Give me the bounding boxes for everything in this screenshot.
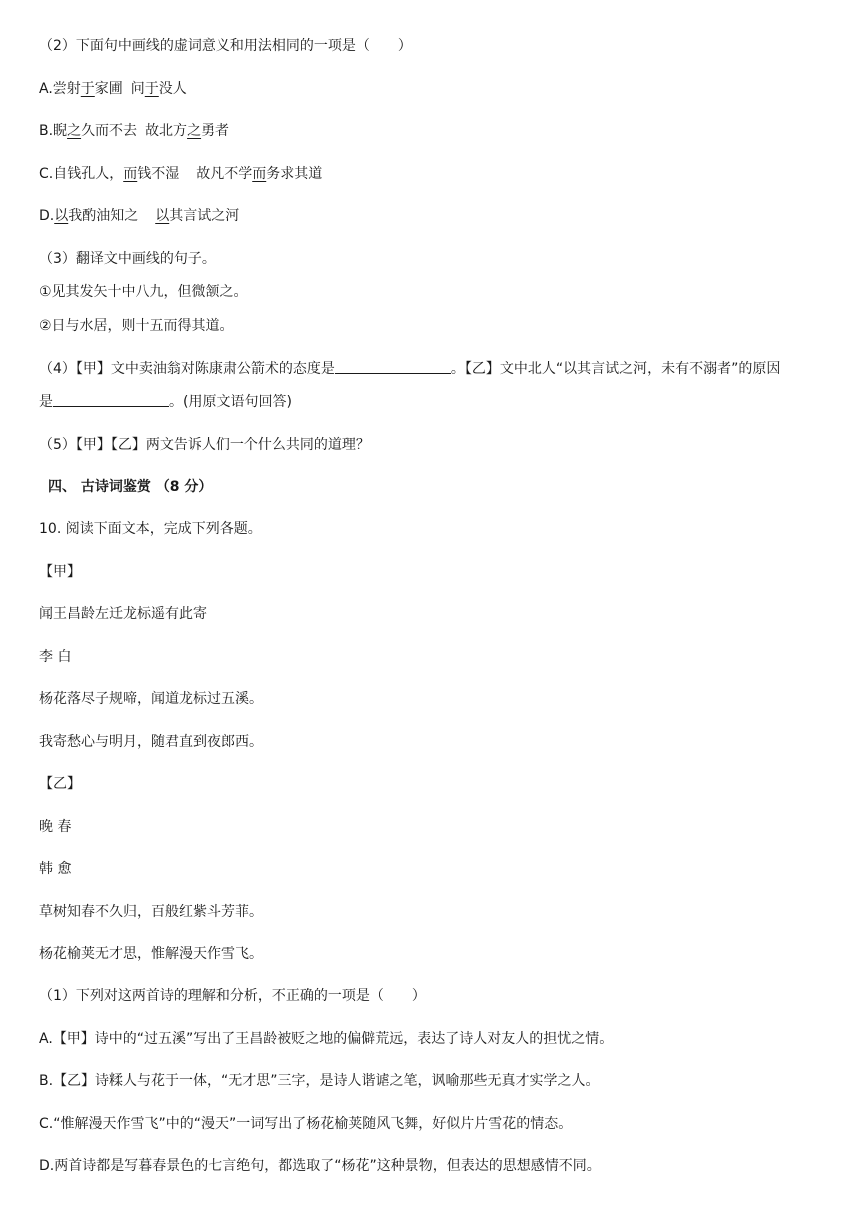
poem-2-author: 韩 愈 bbox=[39, 861, 72, 877]
poem-2-title: 晚 春 bbox=[39, 819, 72, 835]
answer-blank[interactable] bbox=[335, 359, 451, 374]
answer-blank[interactable] bbox=[53, 392, 169, 407]
poem-2-line-2: 杨花榆荚无才思，惟解漫天作雪飞。 bbox=[39, 946, 263, 962]
question-10-1-option-c: C.“惟解漫天作雪飞”中的“漫天”一词写出了杨花榆荚随风飞舞，好似片片雪花的情态。 bbox=[39, 1116, 573, 1132]
underlined-word: 于 bbox=[80, 81, 95, 97]
question-2-option-d: D.以我酌油知之 以其言试之河 bbox=[39, 208, 240, 224]
question-3-sentence-1: ①见其发矢十中八九，但微颔之。 bbox=[39, 284, 248, 300]
poem-1-label: 【甲】 bbox=[39, 564, 81, 580]
question-2-stem: （2）下面句中画线的虚词意义和用法相同的一项是（ ） bbox=[39, 38, 412, 54]
question-2-option-b: B.睨之久而不去 故北方之勇者 bbox=[39, 123, 230, 139]
underlined-word: 而 bbox=[252, 166, 267, 182]
question-10-1-option-b: B.【乙】诗糅人与花于一体，“无才思”三字，是诗人谐谑之笔，讽喻那些无真才实学之人。 bbox=[39, 1073, 600, 1089]
question-3-stem: （3）翻译文中画线的句子。 bbox=[39, 251, 216, 267]
underlined-word: 而 bbox=[123, 166, 138, 182]
poem-1-author: 李 白 bbox=[39, 649, 72, 665]
question-10-stem: 10. 阅读下面文本，完成下列各题。 bbox=[39, 521, 262, 537]
underlined-word: 于 bbox=[144, 81, 159, 97]
question-10-1-option-d: D.两首诗都是写暮春景色的七言绝句，都选取了“杨花”这种景物，但表达的思想感情不同。 bbox=[39, 1158, 601, 1174]
question-10-1-stem: （1）下列对这两首诗的理解和分析，不正确的一项是（ ） bbox=[39, 988, 426, 1004]
question-4: （4）【甲】文中卖油翁对陈康肃公箭术的态度是 。【乙】文中北人“以其言试之河，未有不溺者”的原因 bbox=[39, 361, 781, 377]
poem-2-line-1: 草树知春不久归，百般红紫斗芳菲。 bbox=[39, 904, 263, 920]
poem-1-line-1: 杨花落尽子规啼，闻道龙标过五溪。 bbox=[39, 691, 263, 707]
poem-2-label: 【乙】 bbox=[39, 776, 81, 792]
underlined-word: 之 bbox=[67, 123, 82, 139]
underlined-word: 以 bbox=[54, 208, 69, 224]
question-2-option-c: C.自钱孔人，而钱不湿 故凡不学而务求其道 bbox=[39, 166, 323, 182]
section-heading: 四、 古诗词鉴赏 （8 分） bbox=[48, 479, 213, 495]
underlined-word: 以 bbox=[155, 208, 170, 224]
question-5: （5）【甲】【乙】两文告诉人们一个什么共同的道理？ bbox=[39, 437, 370, 453]
question-3-sentence-2: ②日与水居，则十五而得其道。 bbox=[39, 318, 234, 334]
question-10-1-option-a: A.【甲】诗中的“过五溪”写出了王昌龄被贬之地的偏僻荒远，表达了诗人对友人的担忧之情。 bbox=[39, 1031, 614, 1047]
underlined-word: 之 bbox=[187, 123, 202, 139]
question-2-option-a: A.尝射于家圃 问于没人 bbox=[39, 81, 187, 97]
question-4-continued: 是 。(用原文语句回答) bbox=[39, 394, 292, 410]
poem-1-title: 闻王昌龄左迁龙标遥有此寄 bbox=[39, 606, 207, 622]
poem-1-line-2: 我寄愁心与明月，随君直到夜郎西。 bbox=[39, 734, 263, 750]
